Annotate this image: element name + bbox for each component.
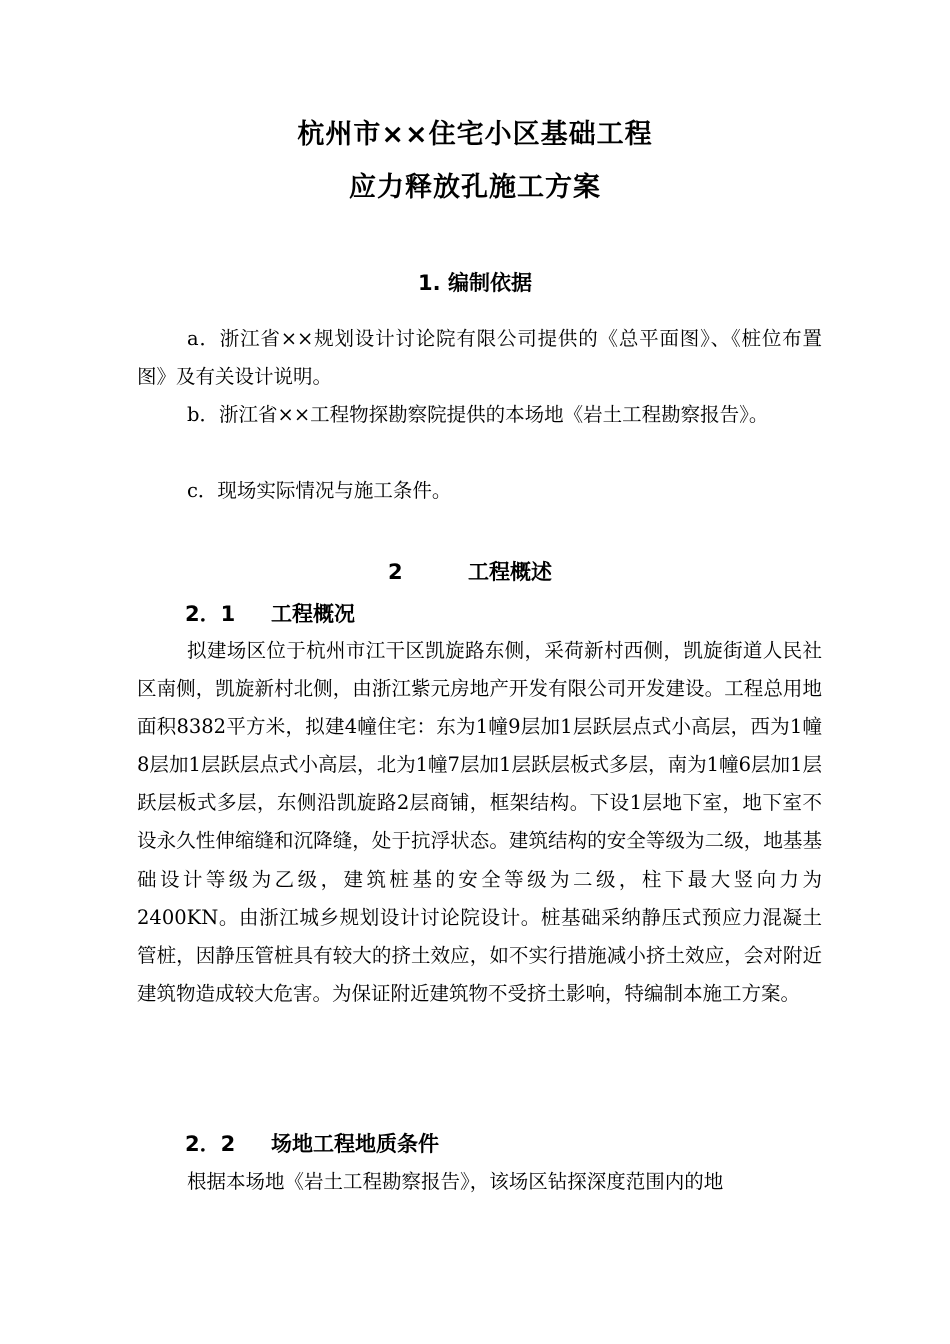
document-title-line-1: 杭州市××住宅小区基础工程 [297,119,653,150]
subsection-2-2-title: 场地工程地质条件 [271,1132,439,1156]
basis-item-a: a．浙江省××规划设计讨论院有限公司提供的《总平面图》、《桩位布置图》及有关设计说明。 [137,327,822,388]
geology-paragraph: 根据本场地《岩土工程勘察报告》，该场区钻探深度范围内的地 [187,1170,724,1193]
basis-item-b: b．浙江省××工程物探勘察院提供的本场地《岩土工程勘察报告》。 [187,403,769,426]
section-2-number: 2 [388,560,403,584]
section-2-heading [388,556,552,586]
subsection-2-2-number: 2．2 [185,1132,236,1156]
basis-item-c: c．现场实际情况与施工条件。 [187,479,452,502]
subsection-2-2-heading [185,1128,439,1158]
project-overview-paragraph: 拟建场区位于杭州市江干区凯旋路东侧，采荷新村西侧，凯旋街道人民社区南侧，凯旋新村北侧，由浙江紫元房地产开发有限公司开发建设。工程总用地面积8382平方米，拟建4幢住宅：东为1幢9层加1层跃层点式小高层，西为1幢8层加1层跃层点式小高层，北为1幢7层加1层跃层板式多层，南为1幢6层加1层跃层板式多层，东侧沿凯旋路2层商铺，框架结构。下设1层地下室，地下室不设永久性伸缩缝和沉降缝，处于抗浮状态。建筑结构的安全等级为二级，地基基础设计等级为乙级，建筑桩基的安全等级为二级，柱下最大竖向力为2400KN。由浙江城乡规划设计讨论院设计。桩基础采纳静压式预应力混凝土管桩，因静压管桩具有较大的挤土效应，如不实行措施减小挤土效应，会对附近建筑物造成较大危害。为保证附近建筑物不受挤土影响，特编制本施工方案。 [137,639,822,1005]
subsection-2-1-number: 2．1 [185,602,236,626]
document-title-line-2: 应力释放孔施工方案 [349,172,601,203]
subsection-2-1-heading [185,598,355,628]
section-1-heading: 1. 编制依据 [418,271,532,295]
subsection-2-1-title: 工程概况 [271,602,355,626]
section-2-title: 工程概述 [468,560,552,584]
